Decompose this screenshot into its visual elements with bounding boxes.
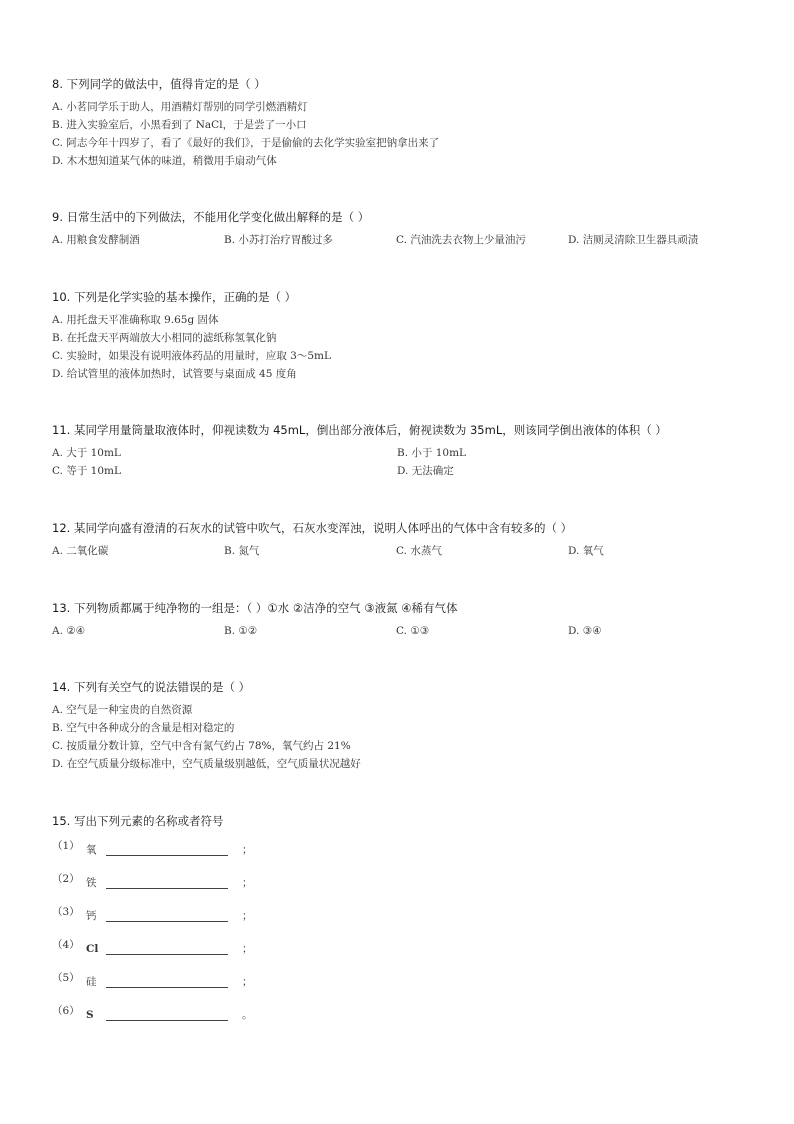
question-9: [52, 209, 752, 249]
fill-item-4: [52, 932, 752, 965]
question-8-stem: 8. 下列同学的做法中，值得肯定的是（ ）: [52, 77, 266, 91]
question-13-option-d: D. ③④: [568, 625, 602, 637]
question-9-option-d: D. 洁厕灵清除卫生器具顽渍: [568, 234, 699, 246]
question-9-option-b: B. 小苏打治疗胃酸过多: [224, 234, 333, 246]
fill-item-6: [52, 998, 752, 1031]
question-9-option-c: C. 汽油洗去衣物上少量油污: [396, 234, 526, 246]
question-8: [52, 76, 752, 170]
fill-item-end: 。: [242, 1009, 253, 1021]
question-12-stem: 12. 某同学向盛有澄清的石灰水的试管中吹气，石灰水变浑浊，说明人体呼出的气体中含有较多的（ ）: [52, 521, 573, 535]
question-13: [52, 600, 752, 640]
fill-item-label: S: [86, 1008, 94, 1021]
question-12-option-d: D. 氧气: [568, 545, 604, 557]
question-14-stem: 14. 下列有关空气的说法错误的是（ ）: [52, 680, 251, 694]
question-10-option-c: C. 实验时，如果没有说明液体药品的用量时，应取 3～5mL: [52, 350, 331, 362]
answer-blank-4[interactable]: [106, 942, 228, 955]
question-11-options: [52, 444, 752, 480]
question-10-options: [52, 311, 752, 383]
fill-item-label: Cl: [86, 942, 99, 955]
answer-blank-1[interactable]: [106, 843, 228, 856]
question-8-option-c: C. 阿志今年十四岁了，看了《最好的我们》，于是偷偷的去化学实验室把钠拿出来了: [52, 137, 440, 149]
question-13-stem: 13. 下列物质都属于纯净物的一组是：（ ）①水 ②洁净的空气 ③液氮 ④稀有气体: [52, 601, 458, 615]
question-14-option-b: B. 空气中各种成分的含量是相对稳定的: [52, 722, 235, 734]
question-11-option-d: D. 无法确定: [397, 465, 454, 477]
question-14-option-a: A. 空气是一种宝贵的自然资源: [52, 704, 193, 716]
question-14-options: [52, 701, 752, 773]
question-11-option-a: A. 大于 10mL: [52, 447, 121, 459]
question-10-option-a: A. 用托盘天平准确称取 9.65g 固体: [52, 314, 219, 326]
question-10-stem: 10. 下列是化学实验的基本操作，正确的是（ ）: [52, 290, 297, 304]
question-14-option-c: C. 按质量分数计算，空气中含有氮气约占 78%，氧气约占 21%: [52, 740, 351, 752]
question-10-option-d: D. 给试管里的液体加热时，试管要与桌面成 45 度角: [52, 368, 297, 380]
fill-item-1: [52, 833, 752, 866]
question-13-option-c: C. ①③: [396, 625, 430, 637]
fill-item-end: ；: [242, 943, 253, 955]
question-12: [52, 520, 752, 560]
question-13-options: [52, 622, 752, 640]
fill-item-number: （3）: [52, 906, 80, 918]
fill-item-number: （1）: [52, 840, 80, 852]
fill-item-2: [52, 866, 752, 899]
question-11-stem: 11. 某同学用量筒量取液体时，仰视读数为 45mL，倒出部分液体后，俯视读数为 35mL，则该同学倒出液体的体积（ ）: [52, 423, 667, 437]
question-8-option-a: A. 小茗同学乐于助人，用酒精灯帮别的同学引燃酒精灯: [52, 101, 308, 113]
question-9-option-a: A. 用粮食发酵制酒: [52, 234, 140, 246]
question-14: [52, 679, 752, 773]
fill-item-end: ；: [242, 976, 253, 988]
answer-blank-2[interactable]: [106, 876, 228, 889]
question-11: [52, 422, 752, 480]
question-9-options: [52, 231, 752, 249]
fill-item-end: ；: [242, 877, 253, 889]
fill-item-number: （4）: [52, 939, 80, 951]
fill-item-end: ；: [242, 910, 253, 922]
question-12-option-b: B. 氮气: [224, 545, 260, 557]
question-8-option-d: D. 木木想知道某气体的味道，稍微用手扇动气体: [52, 155, 277, 167]
question-15: [52, 813, 752, 1031]
question-15-stem: 15. 写出下列元素的名称或者符号: [52, 814, 224, 828]
answer-blank-6[interactable]: [106, 1008, 228, 1021]
fill-item-end: ；: [242, 844, 253, 856]
question-13-option-a: A. ②④: [52, 625, 86, 637]
fill-item-number: （5）: [52, 972, 80, 984]
question-10-option-b: B. 在托盘天平两端放大小相同的滤纸称氢氧化钠: [52, 332, 277, 344]
fill-item-label: 氧: [86, 844, 97, 856]
question-12-options: [52, 542, 752, 560]
question-11-option-c: C. 等于 10mL: [52, 465, 121, 477]
question-9-stem: 9. 日常生活中的下列做法，不能用化学变化做出解释的是（ ）: [52, 210, 370, 224]
question-8-options: [52, 98, 752, 170]
question-13-option-b: B. ①②: [224, 625, 258, 637]
fill-item-number: （2）: [52, 873, 80, 885]
question-11-option-b: B. 小于 10mL: [397, 447, 467, 459]
fill-item-label: 硅: [86, 976, 97, 988]
fill-item-5: [52, 965, 752, 998]
answer-blank-5[interactable]: [106, 975, 228, 988]
question-12-option-a: A. 二氧化碳: [52, 545, 109, 557]
question-12-option-c: C. 水蒸气: [396, 545, 442, 557]
fill-item-label: 钙: [86, 910, 97, 922]
question-10: [52, 289, 752, 383]
question-15-items: [52, 833, 752, 1031]
fill-item-3: [52, 899, 752, 932]
question-8-option-b: B. 进入实验室后，小黑看到了 NaCl，于是尝了一小口: [52, 119, 307, 131]
fill-item-number: （6）: [52, 1005, 80, 1017]
answer-blank-3[interactable]: [106, 909, 228, 922]
fill-item-label: 铁: [86, 877, 97, 889]
question-14-option-d: D. 在空气质量分级标准中，空气质量级别越低，空气质量状况越好: [52, 758, 361, 770]
